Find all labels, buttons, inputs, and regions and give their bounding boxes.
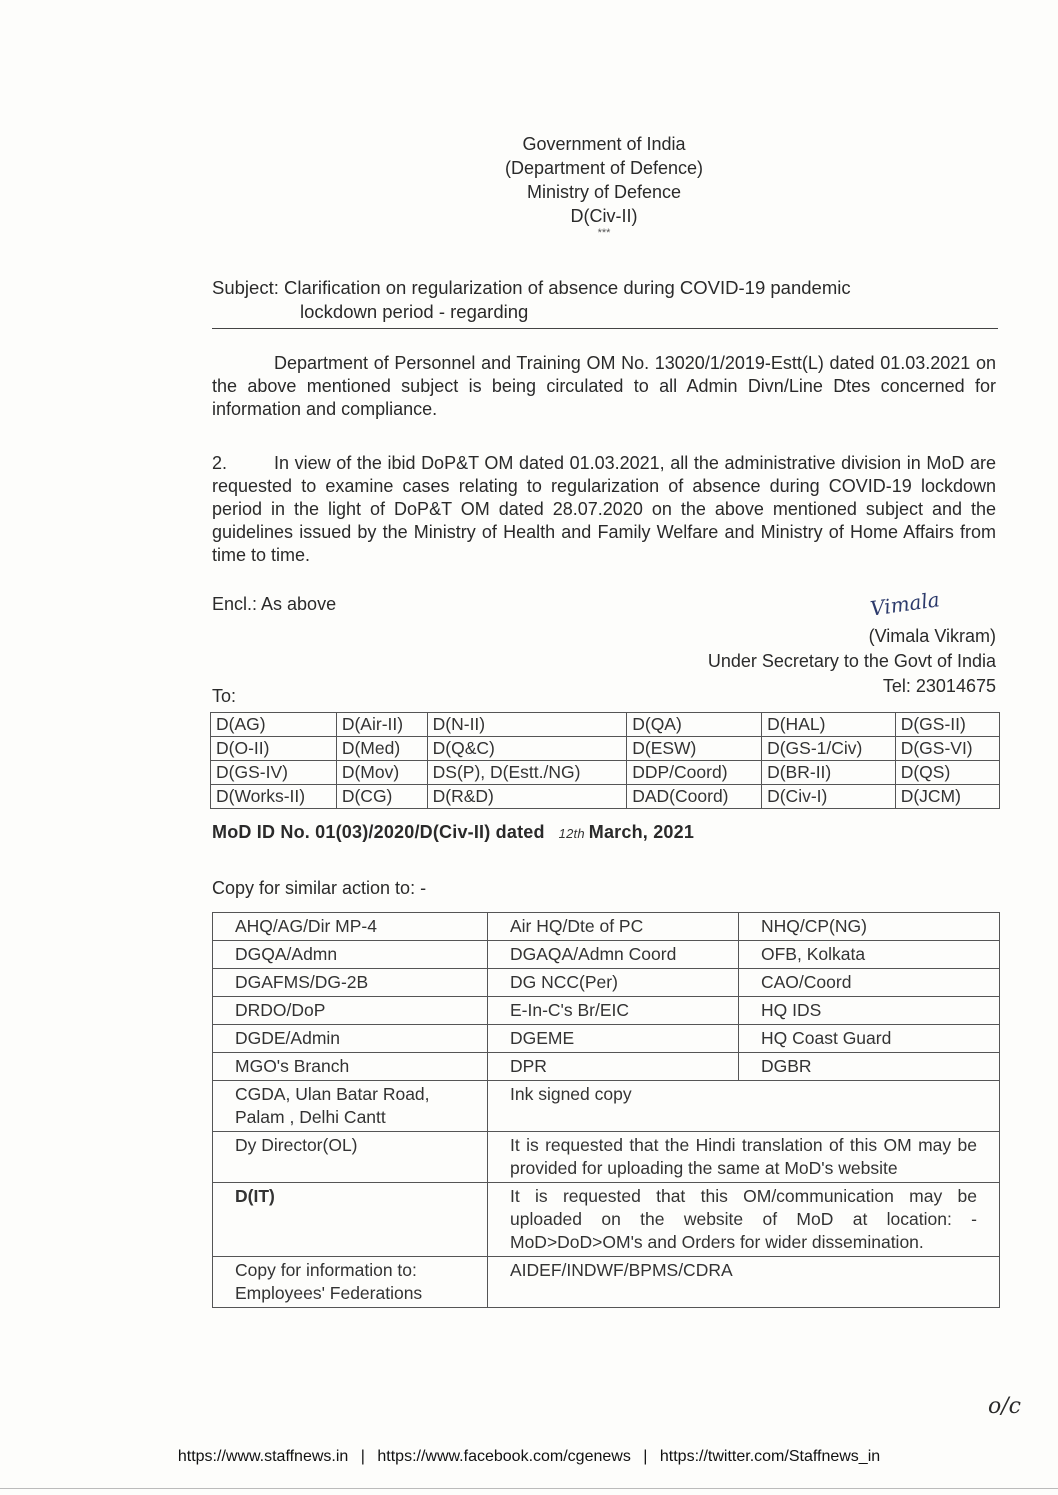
table-cell: D(Mov) <box>336 761 427 785</box>
table-cell: HQ IDS <box>739 997 1000 1025</box>
subject-divider <box>212 328 998 329</box>
footer <box>0 1448 1058 1466</box>
table-cell: AIDEF/INDWF/BPMS/CDRA <box>488 1257 1000 1308</box>
subject-line: lockdown period - regarding <box>300 301 529 322</box>
signatory-designation: Under Secretary to the Govt of India <box>707 651 996 671</box>
footer-divider <box>0 1488 1058 1489</box>
table-cell: DPR <box>488 1053 739 1081</box>
footer-link-twitter[interactable]: https://twitter.com/Staffnews_in <box>659 1448 881 1465</box>
mod-id-line <box>212 822 694 843</box>
footer-separator: | <box>643 1448 648 1465</box>
table-cell: D(JCM) <box>895 785 999 809</box>
table-cell: D(GS-II) <box>895 713 999 737</box>
footer-link-staffnews[interactable]: https://www.staffnews.in <box>177 1448 349 1465</box>
letterhead-stars: *** <box>597 227 611 239</box>
table-cell: D(Med) <box>336 737 427 761</box>
table-row <box>211 713 1000 737</box>
signatory-name: (Vimala Vikram) <box>868 626 996 646</box>
table-cell: D(ESW) <box>627 737 762 761</box>
signature-block <box>708 624 996 699</box>
table-cell: NHQ/CP(NG) <box>739 913 1000 941</box>
table-cell: DGBR <box>739 1053 1000 1081</box>
handwritten-signature: Vimala <box>868 587 942 621</box>
table-cell: D(GS-VI) <box>895 737 999 761</box>
table-row <box>213 941 1000 969</box>
table-cell: DGAQA/Admn Coord <box>488 941 739 969</box>
letterhead-line: (Department of Defence) <box>504 158 704 178</box>
table-row <box>211 737 1000 761</box>
footer-separator: | <box>360 1448 365 1465</box>
table-cell: D(GS-1/Civ) <box>762 737 896 761</box>
table-cell: D(CG) <box>336 785 427 809</box>
table-cell: OFB, Kolkata <box>739 941 1000 969</box>
letterhead-line: Ministry of Defence <box>526 182 682 202</box>
paragraph-number: 2. <box>212 453 228 473</box>
table-cell: Copy for information to: Employees' Federations <box>213 1257 488 1308</box>
table-cell: DG NCC(Per) <box>488 969 739 997</box>
table-row <box>213 1053 1000 1081</box>
table-cell: It is requested that this OM/communication may be uploaded on the website of MoD at location: - MoD>DoD>OM's and Orders for wider dissemination. <box>488 1183 1000 1257</box>
table-cell: DS(P), D(Estt./NG) <box>427 761 627 785</box>
table-row <box>213 997 1000 1025</box>
paragraph-1: Department of Personnel and Training OM No. 13020/1/2019-Estt(L) dated 01.03.2021 on the above mentioned subject is being circulated to all Admin Divn/Line Dtes concerned for information and compliance. <box>212 353 996 419</box>
page-note: o/c <box>988 1394 1021 1419</box>
table-row <box>213 1183 1000 1257</box>
letterhead-line: Government of India <box>522 134 686 154</box>
table-row <box>213 969 1000 997</box>
table-cell: MGO's Branch <box>213 1053 488 1081</box>
table-cell: DDP/Coord) <box>627 761 762 785</box>
table-row <box>213 1132 1000 1183</box>
recipients-table <box>210 712 1000 809</box>
table-row <box>213 1257 1000 1308</box>
subject <box>212 276 998 324</box>
table-cell: D(Civ-I) <box>762 785 896 809</box>
table-row <box>211 761 1000 785</box>
table-cell: E-In-C's Br/EIC <box>488 997 739 1025</box>
subject-line: Subject: Clarification on regularization of absence during COVID-19 pandemic <box>212 277 851 298</box>
letterhead <box>0 132 1058 238</box>
table-row <box>211 785 1000 809</box>
table-cell: DGDE/Admin <box>213 1025 488 1053</box>
table-cell: D(QA) <box>627 713 762 737</box>
enclosure-note: Encl.: As above <box>212 594 337 614</box>
table-cell: D(QS) <box>895 761 999 785</box>
mod-id-number: MoD ID No. 01(03)/2020/D(Civ-II) dated <box>212 822 545 842</box>
signatory-phone: Tel: 23014675 <box>882 676 996 696</box>
mod-id-date: March, 2021 <box>588 822 695 842</box>
copy-label: Copy for similar action to: - <box>212 878 427 898</box>
table-row <box>213 1081 1000 1132</box>
table-cell: D(N-II) <box>427 713 627 737</box>
table-cell: DRDO/DoP <box>213 997 488 1025</box>
table-cell: Ink signed copy <box>488 1081 1000 1132</box>
table-cell: AHQ/AG/Dir MP-4 <box>213 913 488 941</box>
table-cell: D(O-II) <box>211 737 337 761</box>
table-cell: DAD(Coord) <box>627 785 762 809</box>
table-row <box>213 1025 1000 1053</box>
handwritten-date: 12th <box>558 826 585 841</box>
paragraph-2-text: In view of the ibid DoP&T OM dated 01.03.2021, all the administrative division in MoD are requested to examine cases relating to regularization of absence during COVID-19 lockdown period in the light of DoP&T OM dated 28.07.2020 on the above mentioned subject and the guidelines issued by the Ministry of Health and Family Welfare and Ministry of Home Affairs from time to time. <box>212 453 996 565</box>
copy-table <box>212 912 1000 1308</box>
table-cell: D(BR-II) <box>762 761 896 785</box>
table-cell: Dy Director(OL) <box>213 1132 488 1183</box>
table-cell: D(R&D) <box>427 785 627 809</box>
table-row <box>213 913 1000 941</box>
table-cell: CAO/Coord <box>739 969 1000 997</box>
table-cell: CGDA, Ulan Batar Road, Palam , Delhi Cantt <box>213 1081 488 1132</box>
table-cell: D(GS-IV) <box>211 761 337 785</box>
table-cell: D(IT) <box>213 1183 488 1257</box>
table-cell: D(Works-II) <box>211 785 337 809</box>
footer-link-facebook[interactable]: https://www.facebook.com/cgenews <box>377 1448 631 1465</box>
table-cell: DGEME <box>488 1025 739 1053</box>
to-label: To: <box>212 686 237 706</box>
table-cell: It is requested that the Hindi translation of this OM may be provided for uploading the same at MoD's website <box>488 1132 1000 1183</box>
table-cell: DGQA/Admn <box>213 941 488 969</box>
table-cell: D(AG) <box>211 713 337 737</box>
paragraph-2 <box>212 452 996 567</box>
table-cell: DGAFMS/DG-2B <box>213 969 488 997</box>
table-cell: D(HAL) <box>762 713 896 737</box>
table-cell: HQ Coast Guard <box>739 1025 1000 1053</box>
table-cell: D(Q&C) <box>427 737 627 761</box>
table-cell: D(Air-II) <box>336 713 427 737</box>
table-cell: Air HQ/Dte of PC <box>488 913 739 941</box>
letterhead-line: D(Civ-II) <box>570 206 638 226</box>
